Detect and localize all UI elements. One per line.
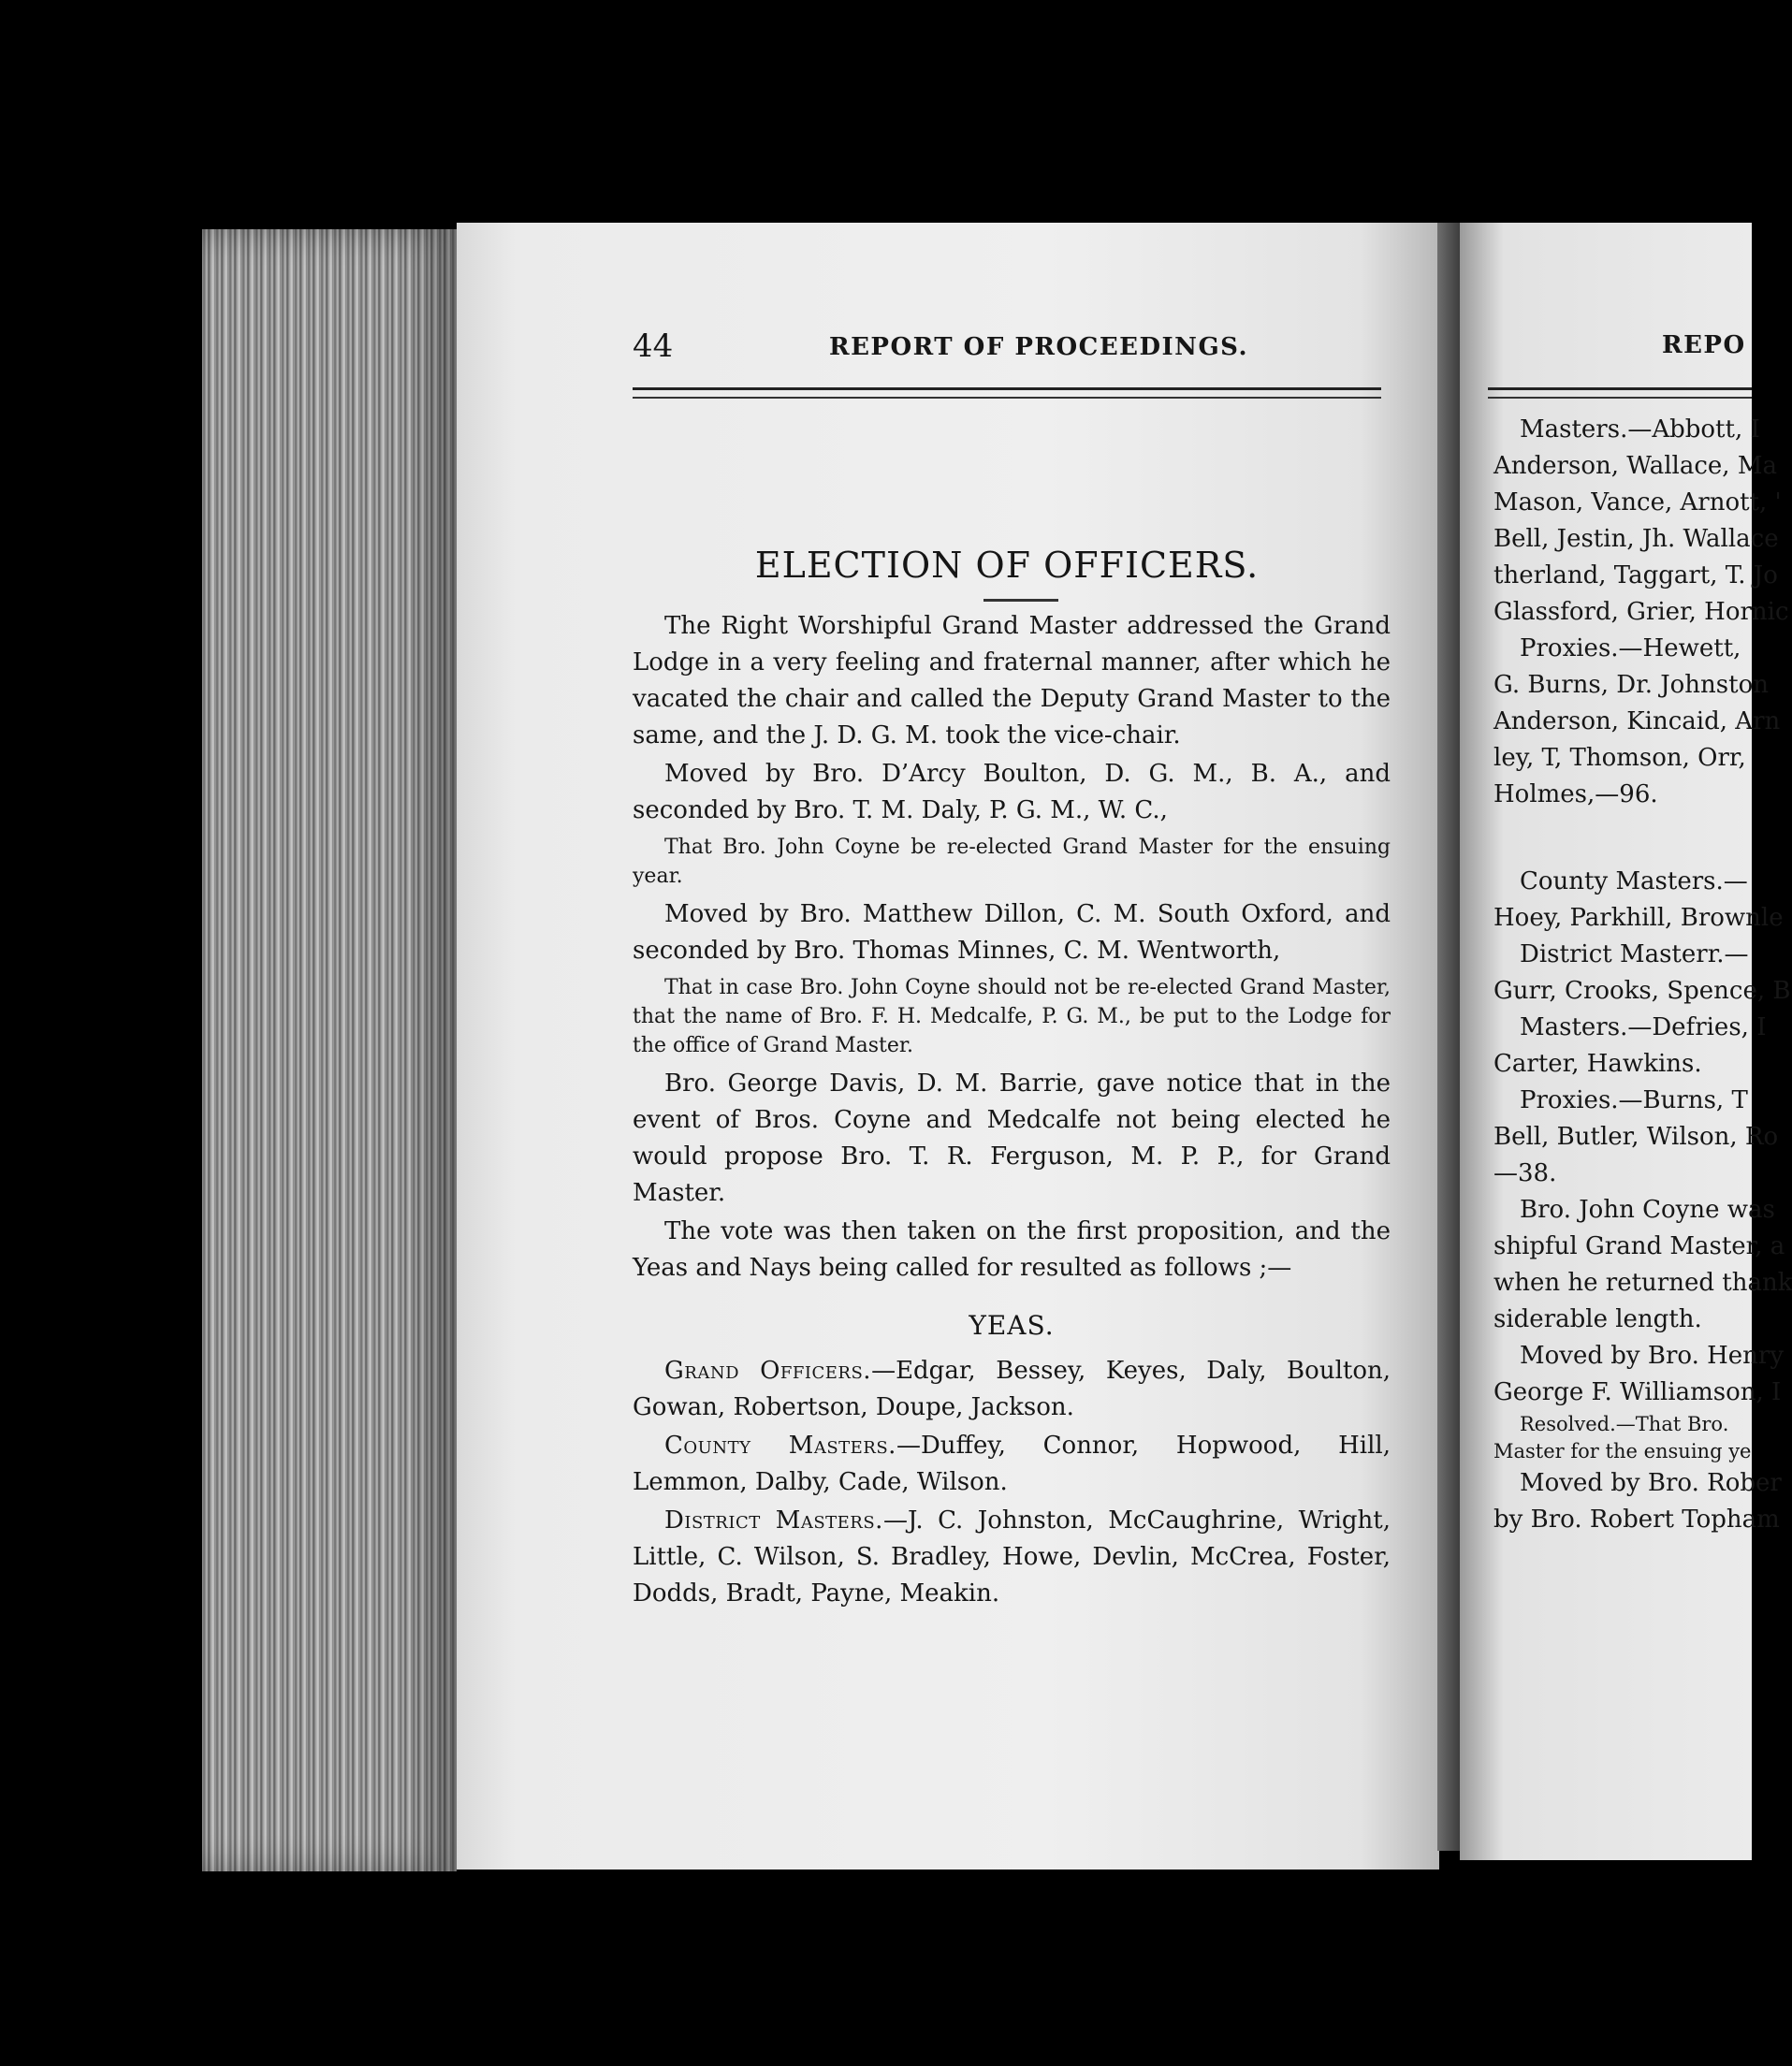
right-line: Proxies.—Hewett,	[1520, 634, 1741, 662]
right-line: Bro. John Coyne was	[1520, 1196, 1775, 1224]
paragraph-motion-boulton: Moved by Bro. D’Arcy Boulton, D. G. M., B. A., and seconded by Bro. T. M. Daly, P. G. M., W. C.,	[633, 760, 1391, 824]
right-line: Resolved.—That Bro.	[1520, 1413, 1729, 1435]
section-title: ELECTION OF OFFICERS.	[754, 545, 1260, 586]
right-page-running-head: REPO	[1662, 331, 1746, 359]
right-line: shipful Grand Master, a	[1493, 1232, 1785, 1260]
paragraph-grand-master-address: The Right Worshipful Grand Master addressed the Grand Lodge in a very feeling and fraternal manner, after which he vacated the chair and called the Deputy Grand Master to the same, and the J. D. G. M. took the vice-chair.	[633, 612, 1391, 749]
right-line: Masters.—Abbott, I	[1520, 415, 1760, 444]
right-gap	[1493, 813, 1752, 864]
paragraph-motion-dillon: Moved by Bro. Matthew Dillon, C. M. South Oxford, and seconded by Bro. Thomas Minnes, C. M. Wentworth,	[633, 900, 1391, 965]
paragraph-notice-davis: Bro. George Davis, D. M. Barrie, gave notice that in the event of Bros. Coyne and Medcalfe not being elected he would propose Bro. T. R. Ferguson, M. P. P., for Grand Master.	[633, 1069, 1391, 1207]
right-line: Carter, Hawkins.	[1493, 1050, 1702, 1078]
right-line: Anderson, Wallace, Ma	[1493, 452, 1777, 480]
right-line: Moved by Bro. Henry	[1520, 1342, 1785, 1370]
right-line: Bell, Butler, Wilson, Ro	[1493, 1123, 1779, 1151]
title-rule	[983, 599, 1058, 602]
right-line: George F. Williamson, I	[1493, 1378, 1782, 1406]
left-page-header	[633, 327, 1381, 365]
right-line: Anderson, Kincaid, Arn	[1493, 707, 1781, 735]
header-rule-double	[633, 397, 1381, 399]
right-line: Holmes,—96.	[1493, 780, 1658, 808]
right-line: Gurr, Crooks, Spence, B	[1493, 977, 1791, 1005]
right-line: Glassford, Grier, Hornic	[1493, 598, 1789, 626]
yeas-district-masters	[633, 1503, 1391, 1612]
right-line: —38.	[1493, 1159, 1557, 1187]
right-line: Proxies.—Burns, T	[1520, 1086, 1748, 1114]
right-line: siderable length.	[1493, 1305, 1702, 1333]
grand-officers-label: Grand Officers.	[664, 1357, 872, 1385]
right-line: Hoey, Parkhill, Brownle	[1493, 904, 1784, 932]
running-head: REPORT OF PROCEEDINGS.	[829, 333, 1249, 361]
paragraph-resolution-medcalfe: That in case Bro. John Coyne should not be re-elected Grand Master, that the name of Bro. F. H. Medcalfe, P. G. M., be put to the Lodge for the office of Grand Master.	[633, 976, 1391, 1057]
yeas-heading: YEAS.	[969, 1310, 1055, 1341]
right-header-rule	[1488, 387, 1752, 390]
right-line: Moved by Bro. Rober	[1520, 1469, 1782, 1497]
county-masters-names: —Duffey, Connor, Hopwood, Hill, Lemmon, Dalby, Cade, Wilson.	[633, 1432, 1391, 1496]
yeas-county-masters	[633, 1428, 1391, 1501]
book-page-edges	[202, 229, 457, 1871]
district-masters-names: —J. C. Johnston, McCaughrine, Wright, Little, C. Wilson, S. Bradley, Howe, Devlin, McCrea, Foster, Dodds, Bradt, Payne, Meakin.	[633, 1506, 1391, 1608]
right-line: when he returned thank	[1493, 1269, 1792, 1297]
left-page-body	[633, 608, 1391, 1614]
paragraph-vote-taken: The vote was then taken on the first proposition, and the Yeas and Nays being called for resulted as follows ;—	[633, 1217, 1391, 1282]
right-line: by Bro. Robert Topham	[1493, 1506, 1780, 1534]
right-line: County Masters.—	[1520, 867, 1748, 895]
right-line: Master for the ensuing ye	[1493, 1440, 1752, 1462]
right-line: Bell, Jestin, Jh. Wallace	[1493, 525, 1779, 553]
right-page-body	[1493, 412, 1792, 1538]
page-number: 44	[633, 327, 674, 365]
county-masters-label: County Masters.	[664, 1432, 896, 1460]
right-line: Masters.—Defries, I	[1520, 1013, 1767, 1041]
right-line: therland, Taggart, T. Jo	[1493, 561, 1778, 589]
grand-officers-names: —Edgar, Bessey, Keyes, Daly, Boulton, Gowan, Robertson, Doupe, Jackson.	[633, 1357, 1391, 1421]
yeas-grand-officers	[633, 1353, 1391, 1426]
right-line: Mason, Vance, Arnott, '	[1493, 488, 1782, 516]
district-masters-label: District Masters.	[664, 1506, 883, 1535]
right-line: District Masterr.—	[1520, 940, 1749, 968]
paragraph-resolution-coyne: That Bro. John Coyne be re-elected Grand Master for the ensuing year.	[633, 836, 1391, 888]
right-header-rule-double	[1488, 397, 1752, 399]
right-line: ley, T, Thomson, Orr,	[1493, 744, 1746, 772]
right-line: G. Burns, Dr. Johnston	[1493, 671, 1769, 699]
header-rule	[633, 387, 1381, 390]
